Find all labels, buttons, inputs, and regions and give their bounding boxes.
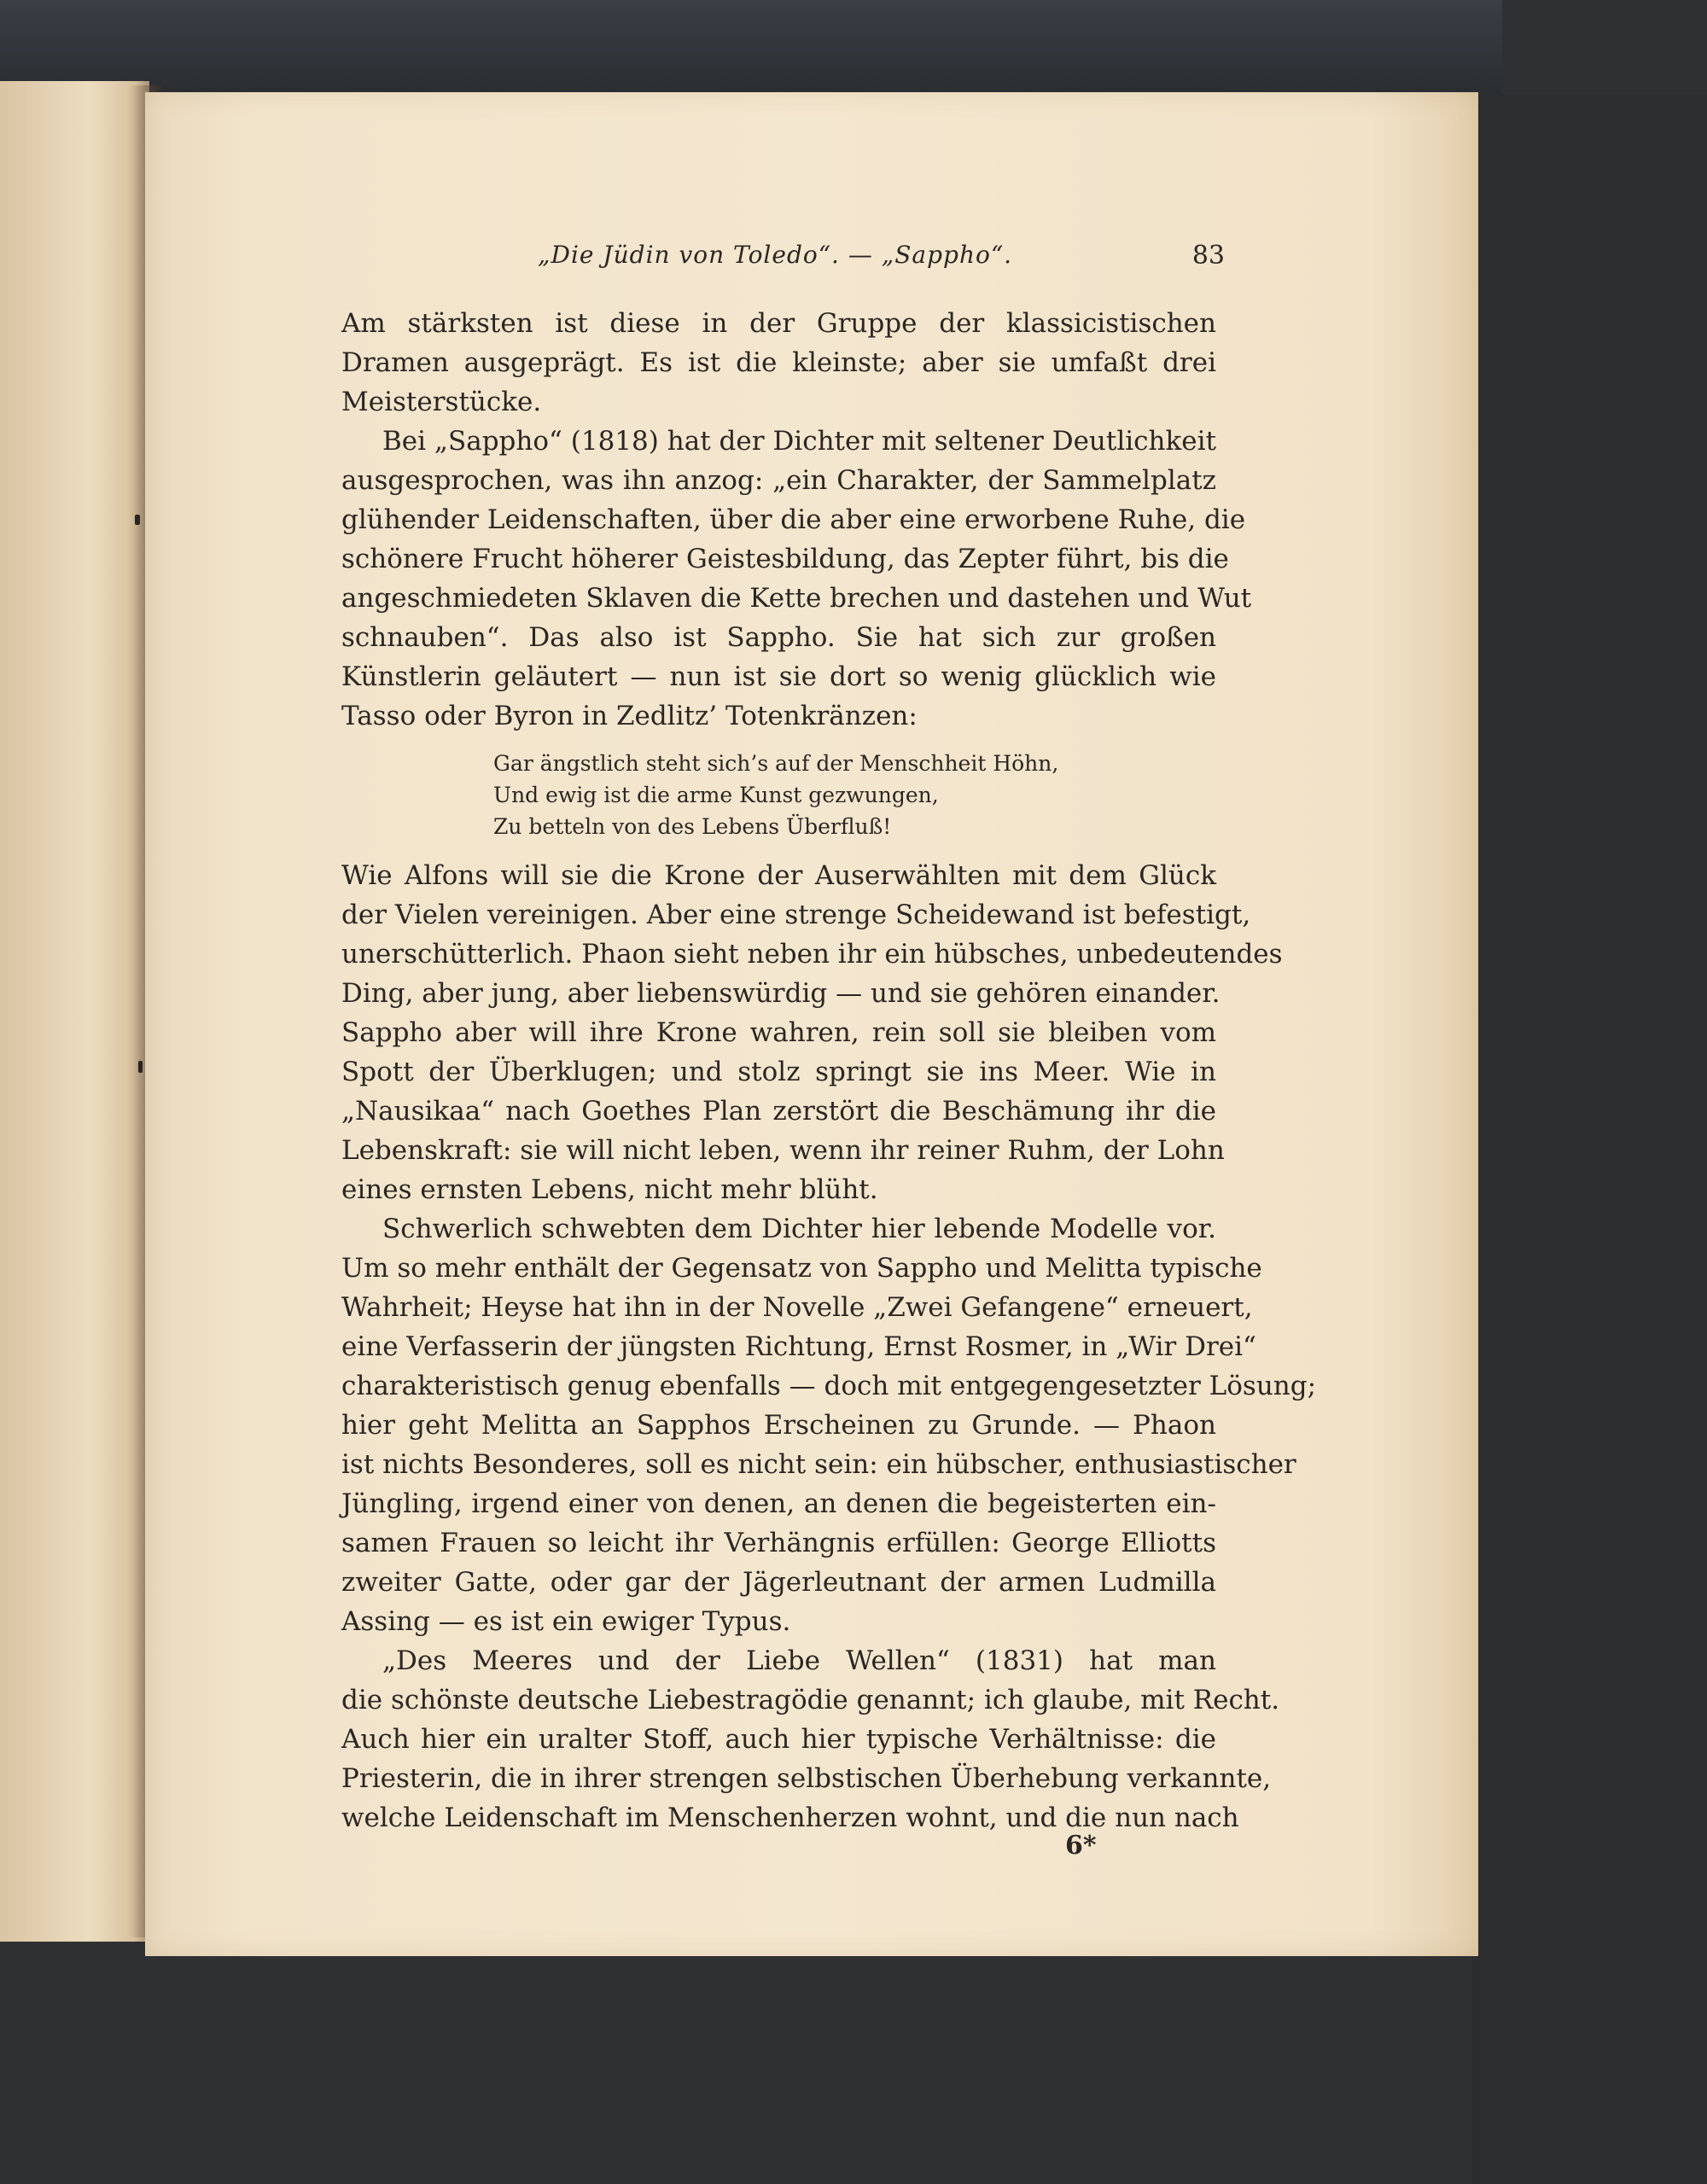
book-cover-right <box>1472 94 1707 2184</box>
text-line: zweiter Gatte, oder gar der Jägerleutnant der armen Ludmilla <box>341 1567 1216 1598</box>
margin-speck <box>138 1061 143 1073</box>
text-line: Künstlerin geläutert — nun ist sie dort so wenig glücklich wie <box>341 661 1216 692</box>
text-line: Spott der Überklugen; und stolz springt sie ins Meer. Wie in <box>341 1057 1216 1087</box>
verse-quote <box>493 748 1091 842</box>
text-line: der Vielen vereinigen. Aber eine strenge Scheidewand ist befestigt, <box>341 900 1251 930</box>
text-line: Dramen ausgeprägt. Es ist die kleinste; aber sie umfaßt drei <box>341 347 1216 378</box>
signature-mark: 6* <box>1065 1831 1097 1861</box>
text-line: welche Leidenschaft im Menschenherzen wohnt, und die nun nach <box>341 1803 1239 1833</box>
text-line: Wie Alfons will sie die Krone der Auserwählten mit dem Glück <box>341 860 1216 891</box>
text-line: „Des Meeres und der Liebe Wellen“ (1831) hat man <box>382 1645 1216 1676</box>
text-line: Sappho aber will ihre Krone wahren, rein soll sie bleiben vom <box>341 1017 1216 1048</box>
text-line: ist nichts Besonderes, soll es nicht sein: ein hübscher, enthusiastischer <box>341 1449 1296 1480</box>
text-line: Bei „Sappho“ (1818) hat der Dichter mit seltener Deutlichkeit <box>382 426 1216 457</box>
verse-line: Zu betteln von des Lebens Überfluß! <box>493 814 892 839</box>
text-line: Am stärksten ist diese in der Gruppe der klassicistischen <box>341 308 1216 339</box>
text-line: Schwerlich schwebten dem Dichter hier lebende Modelle vor. <box>382 1214 1216 1244</box>
verse-line: Und ewig ist die arme Kunst gezwungen, <box>493 783 939 807</box>
text-line: Jüngling, irgend einer von denen, an denen die begeisterten ein- <box>341 1488 1216 1519</box>
verse-line: Gar ängstlich steht sich’s auf der Menschheit Höhn, <box>493 751 1059 776</box>
text-line: eines ernsten Lebens, nicht mehr blüht. <box>341 1174 878 1205</box>
text-line: unerschütterlich. Phaon sieht neben ihr ein hübsches, unbedeutendes <box>341 939 1283 970</box>
text-line: Wahrheit; Heyse hat ihn in der Novelle „Zwei Gefangene“ erneuert, <box>341 1292 1253 1323</box>
text-line: Priesterin, die in ihrer strengen selbstischen Überhebung verkannte, <box>341 1763 1272 1794</box>
body-text-part-1 <box>341 304 1252 736</box>
text-line: Ding, aber jung, aber liebenswürdig — und sie gehören einander. <box>341 978 1221 1009</box>
text-line: Auch hier ein uralter Stoff, auch hier typische Verhältnisse: die <box>341 1724 1216 1755</box>
text-line: charakteristisch genug ebenfalls — doch mit entgegengesetzter Lösung; <box>341 1371 1317 1401</box>
text-line: schönere Frucht höherer Geistesbildung, das Zepter führt, bis die <box>341 544 1229 574</box>
text-line: Um so mehr enthält der Gegensatz von Sappho und Melitta typische <box>341 1253 1262 1284</box>
text-line: „Nausikaa“ nach Goethes Plan zerstört die Beschämung ihr die <box>341 1096 1216 1127</box>
body-text-part-2 <box>341 856 1317 1837</box>
text-line: ausgesprochen, was ihn anzog: „ein Charakter, der Sammelplatz <box>341 465 1216 496</box>
text-line: Assing — es ist ein ewiger Typus. <box>341 1606 791 1637</box>
text-line: Tasso oder Byron in Zedlitz’ Totenkränzen: <box>341 701 918 731</box>
margin-speck <box>135 515 140 525</box>
text-line: schnauben“. Das also ist Sappho. Sie hat sich zur großen <box>341 622 1216 653</box>
left-page-edge <box>0 81 149 1942</box>
text-line: samen Frauen so leicht ihr Verhängnis erfüllen: George Elliotts <box>341 1528 1216 1558</box>
text-line: hier geht Melitta an Sapphos Erscheinen zu Grunde. — Phaon <box>341 1410 1216 1441</box>
text-line: angeschmiedeten Sklaven die Kette brechen und dastehen und Wut <box>341 583 1252 614</box>
text-line: Lebenskraft: sie will nicht leben, wenn ihr reiner Ruhm, der Lohn <box>341 1135 1225 1166</box>
text-line: Meisterstücke. <box>341 387 542 417</box>
text-line: eine Verfasserin der jüngsten Richtung, Ernst Rosmer, in „Wir Drei“ <box>341 1331 1256 1362</box>
page-number: 83 <box>1191 241 1225 271</box>
running-header: „Die Jüdin von Toledo“. — „Sappho“. <box>538 241 1013 269</box>
text-line: die schönste deutsche Liebestragödie genannt; ich glaube, mit Recht. <box>341 1685 1280 1715</box>
text-line: glühender Leidenschaften, über die aber eine erworbene Ruhe, die <box>341 504 1246 535</box>
